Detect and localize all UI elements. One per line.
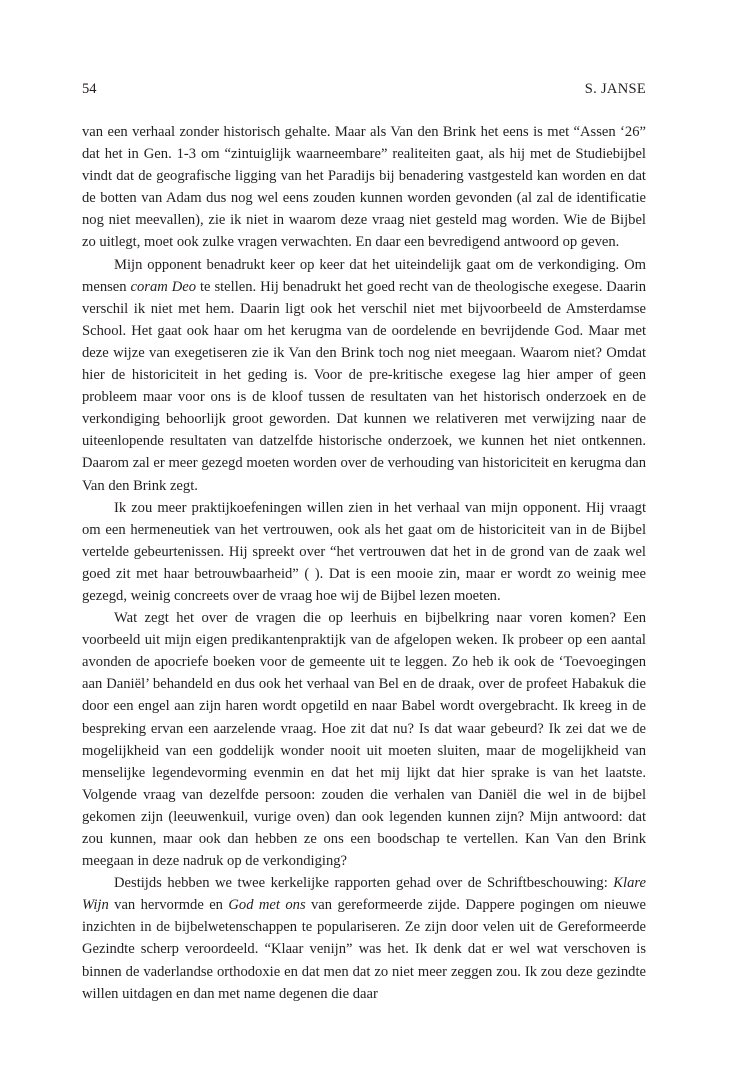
italic-term: coram Deo [130,278,197,295]
running-head-author: S. JANSE [584,81,646,97]
text-segment: van hervormde en [108,897,229,914]
text-segment: van gereformeerde zijde. Dappere pogingen om nieuwe inzichten in de bijbelwetenschappen te populariseren. Ze zijn door velen uit de Gereformeerde Gezindte scherp veroordeeld. “Klaar venijn” was het. Ik denk dat er wel wat verschoven is binnen de vaderlandse orthodoxie en dat men dat zo niet meer zeggen zou. Ik zou deze gezindte willen uitdagen en dan met name degenen die daar [82,897,646,1002]
text-segment: Ik zou meer praktijkoefeningen willen zien in het verhaal van mijn opponent. Hij vraagt om een hermeneutiek van het vertrouwen, ook als het gaat om de historiciteit van in de Bijbel vertelde gebeurtenissen. Hij spreekt over “het vertrouwen dat het in de grond van de zaak wel goed zit met haar betrouwbaarheid” ( ). Dat is een mooie zin, maar er wordt zo weinig mee gezegd, weinig concreets over de vraag hoe wij de Bijbel lezen moeten. [82,499,646,604]
paragraph-2 [82,254,646,497]
paragraph-1 [82,121,646,254]
paragraph-5 [82,872,646,1005]
text-segment: van een verhaal zonder historisch gehalte. Maar als Van den Brink het eens is met “Assen ‘26” dat het in Gen. 1-3 om “zintuiglijk waarneembare” realiteiten gaat, als hij met de Studiebijbel vindt dat de geografische ligging van het Paradijs bij benadering vastgesteld kan worden en dat de botten van Adam dus nog wel eens zouden kunnen worden gevonden (al zal de identificatie nog niet meevallen), zie ik niet in waarom deze vraag niet gesteld mag worden. Wie de Bijbel zo uitlegt, moet ook zulke vragen verwachten. En daar een bevredigend antwoord op geven. [82,124,646,251]
text-segment: Wat zegt het over de vragen die op leerhuis en bijbelkring naar voren komen? Een voorbeeld uit mijn eigen predikantenpraktijk van de afgelopen weken. Ik probeer op een aantal avonden de apocriefe boeken voor de gemeente uit te leggen. Zo heb ik ook de ‘Toevoegingen aan Daniël’ behandeld en dus ook het verhaal van Bel en de draak, over de profeet Habakuk die door een engel aan zijn haren wordt opgetild en naar Babel wordt overgebracht. Ik kreeg in de bespreking ervan een aarzelende vraag. Hoe zit dat nu? Is dat waar gebeurd? Ik zei dat we de mogelijkheid van een goddelijk wonder nooit uit moeten sluiten, maar de mogelijkheid van menselijke legendevorming evenmin en dat het mij lijkt dat hier sprake is van het laatste. Volgende vraag van dezelfde persoon: zouden die verhalen van Daniël die wel in de bijbel gekomen zijn (leeuwenkuil, vurige oven) dan ook legenden kunnen zijn? Mijn antwoord: dat zou kunnen, maar ook dan hebben ze ons een boodschap te vertellen. Kan Van den Brink meegaan in deze nadruk op de verkondiging? [82,610,646,870]
page-number: 54 [82,81,97,97]
text-segment: Mijn opponent benadrukt keer op keer dat het uiteindelijk gaat om de verkondiging. Om mensen [82,256,646,295]
text-segment: te stellen. Hij benadrukt het goed recht van de theologische exegese. Daarin verschil ik niet met hem. Daarin ligt ook het verschil niet met bijvoorbeeld de Amsterdamse School. Het gaat ook haar om het kerugma van de oordelende en bevrijdende God. Maar met deze wijze van exegetiseren zie ik Van den Brink toch nog niet meegaan. Waarom niet? Omdat hier de historiciteit in het geding is. Voor de pre-kritische exegese lag hier amper of geen probleem maar voor ons is de kloof tussen de resultaten van het historisch onderzoek en de verkondiging behoorlijk groot geworden. Dat kunnen we relativeren met verwijzing naar de uiteenlopende resultaten van datzelfde historische onderzoek, we kunnen het niet ontkennen. Daarom zal er meer gezegd moeten worden over de verhouding van historiciteit en kerugma dan Van den Brink zegt. [82,278,646,494]
running-head [82,78,646,100]
body-text [82,121,646,1005]
italic-term: Klare Wijn [82,875,646,914]
paragraph-3 [82,497,646,607]
paragraph-4 [82,607,646,872]
text-segment: Destijds hebben we twee kerkelijke rapporten gehad over de Schriftbeschouwing: [114,875,614,892]
italic-term: God met ons [228,897,306,914]
